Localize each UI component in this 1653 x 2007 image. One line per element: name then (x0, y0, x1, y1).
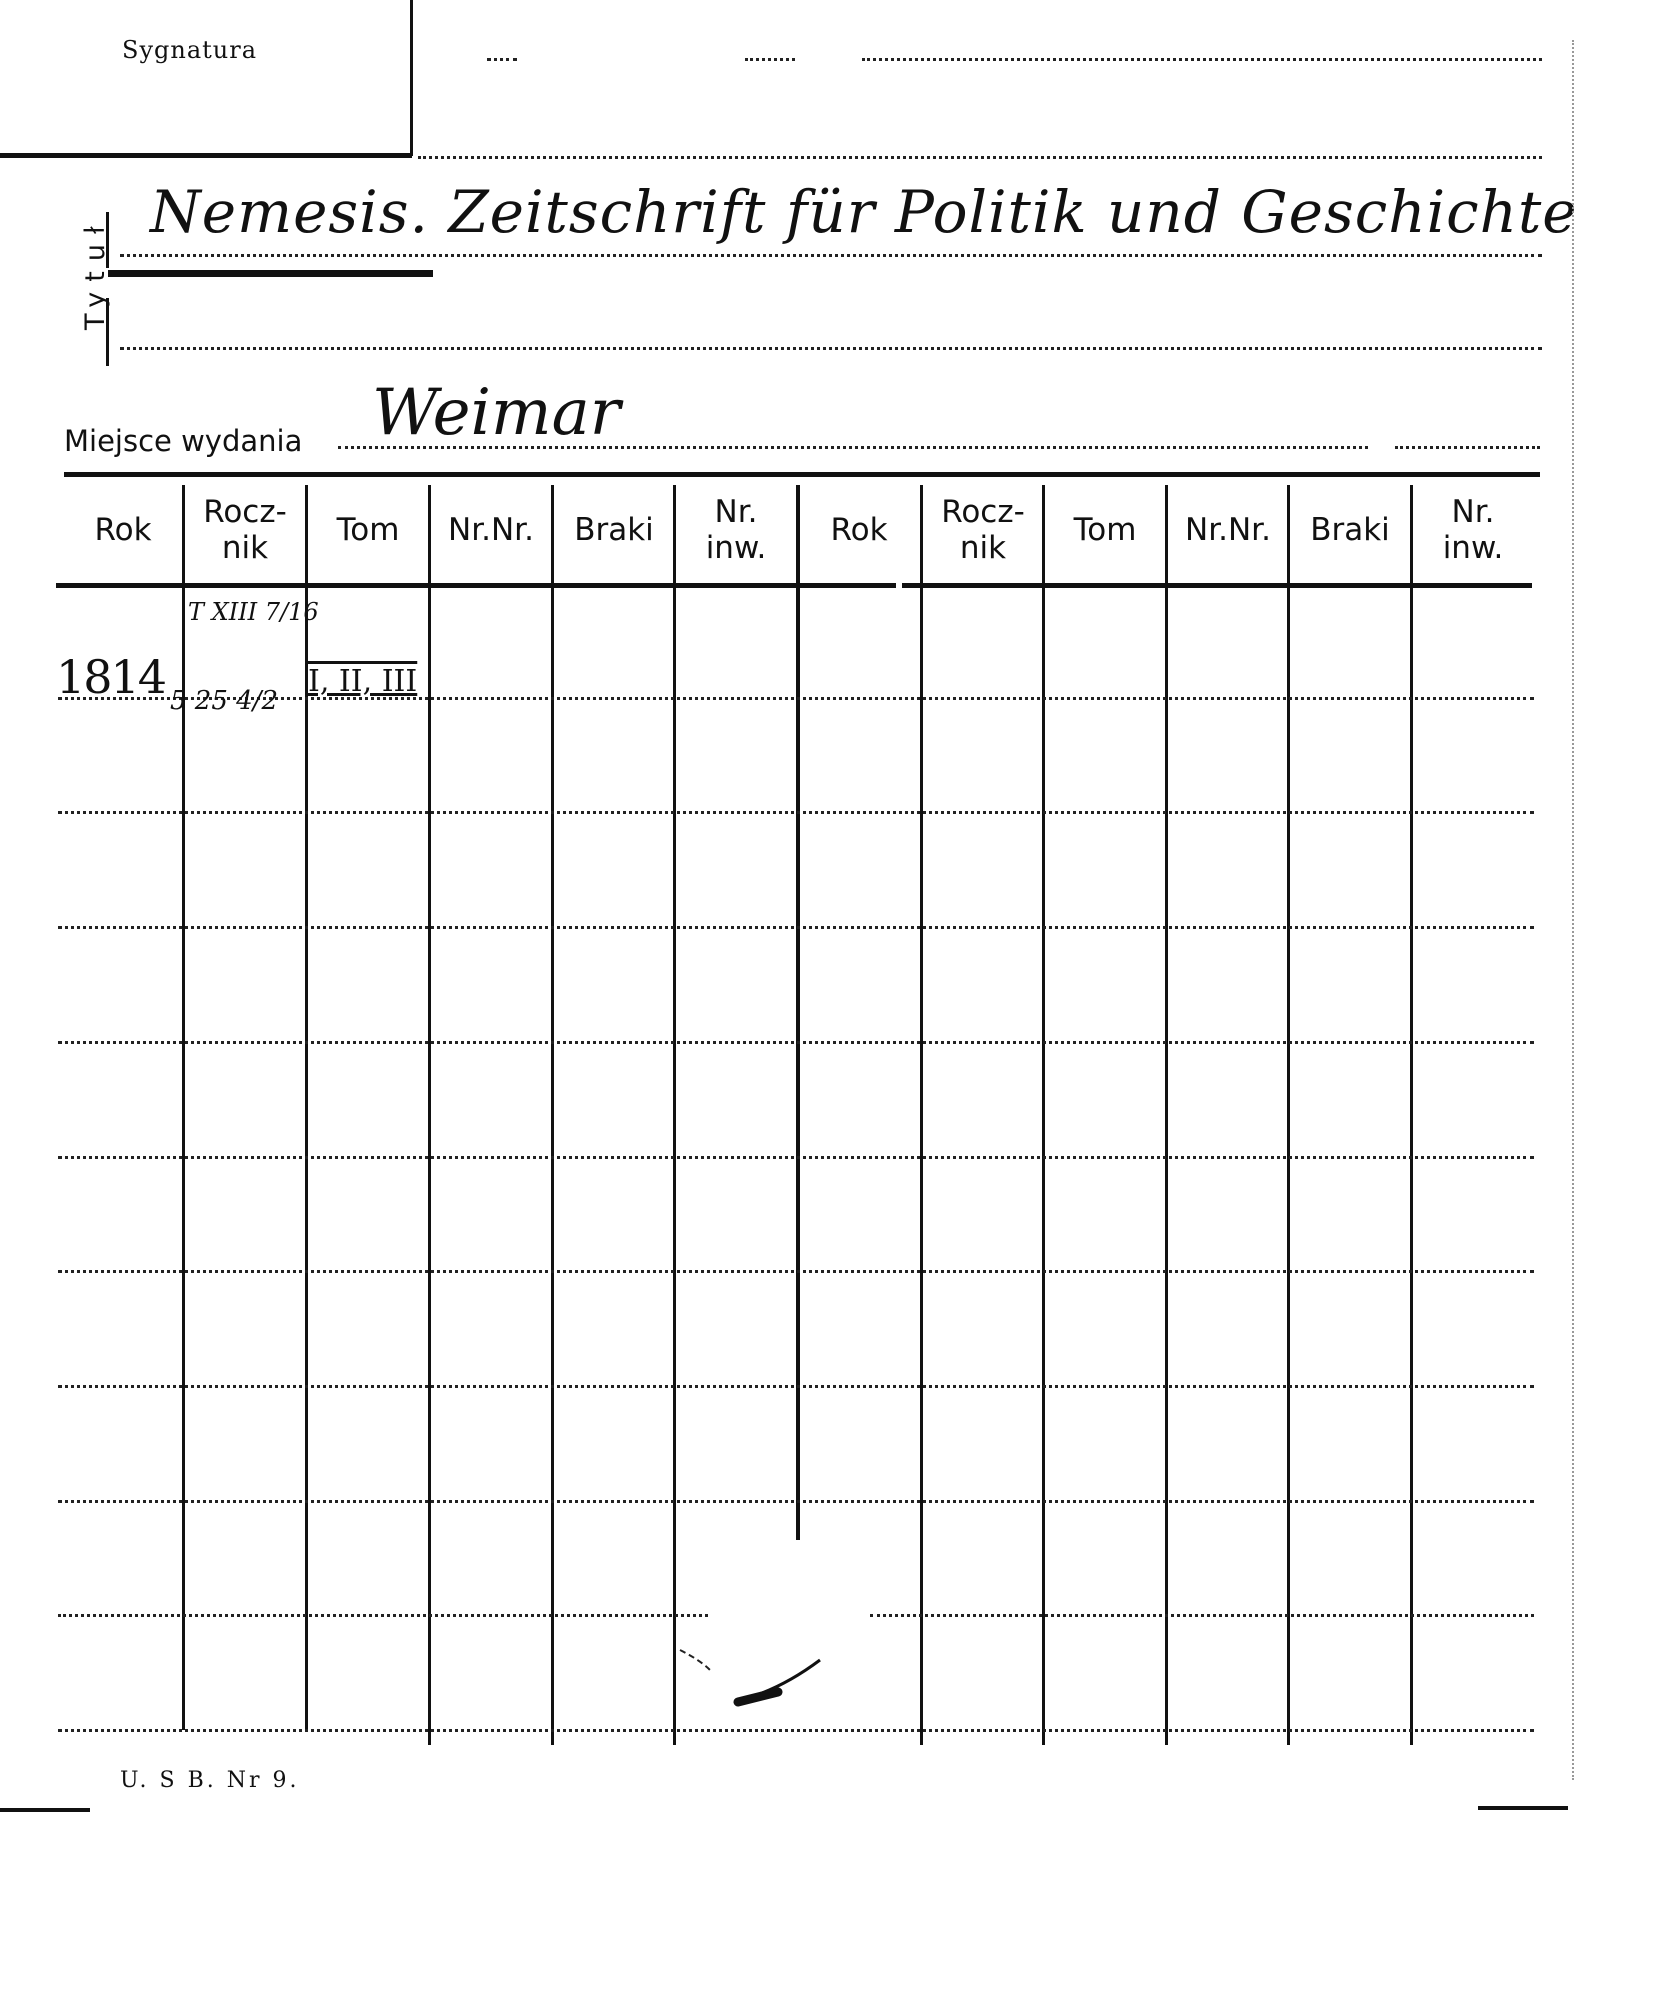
signature-box-right-border (410, 0, 413, 156)
row-dotted-line (58, 1156, 1534, 1159)
signature-label: Sygnatura (122, 36, 258, 64)
row-dotted-line (870, 1614, 1534, 1617)
row-dotted-line (58, 1614, 708, 1617)
title-underline-thick (108, 270, 433, 277)
top-dotted-line (487, 58, 517, 61)
column-header-tom: Tom (336, 512, 400, 548)
top-dotted-line (745, 58, 795, 61)
column-header-rocznik: Rocz- nik (203, 494, 287, 566)
column-header-rocznik: Rocz- nik (941, 494, 1025, 566)
place-label: Miejsce wydania (64, 424, 303, 458)
column-header-rok: Rok (94, 512, 152, 548)
top-dotted-line (418, 156, 1542, 159)
column-header-nrnr: Nr.Nr. (1185, 512, 1271, 548)
title-dotted-line (120, 347, 1542, 350)
row-dotted-line (58, 926, 1534, 929)
row-dotted-line (58, 697, 1534, 700)
entry-rok: 1814 (56, 650, 166, 704)
place-dotted-line (1395, 446, 1540, 449)
bottom-edge-line (0, 1808, 90, 1812)
column-divider (920, 485, 923, 1745)
column-header-braki: Braki (1310, 512, 1390, 548)
ink-mark (670, 1630, 870, 1730)
column-divider (1410, 485, 1413, 1745)
column-divider (182, 485, 185, 1730)
column-header-tom: Tom (1073, 512, 1137, 548)
bottom-edge-line (1478, 1806, 1568, 1810)
column-header-nrnr: Nr.Nr. (448, 512, 534, 548)
footer-form-number: U. S B. Nr 9. (120, 1768, 300, 1793)
column-header-nr-inw: Nr. inw. (1442, 494, 1504, 566)
row-dotted-line (58, 1500, 1534, 1503)
right-edge-marks (1572, 40, 1574, 1780)
top-dotted-line (862, 58, 1542, 61)
column-header-nr-inw: Nr. inw. (705, 494, 767, 566)
row-dotted-line (58, 1270, 1534, 1273)
place-handwritten: Weimar (372, 376, 621, 450)
title-dotted-line (120, 254, 1542, 257)
row-dotted-line (58, 1041, 1534, 1044)
table-top-rule (64, 472, 1540, 477)
column-divider (1042, 485, 1045, 1745)
signature-box-bottom-border (0, 153, 412, 158)
center-divider (796, 485, 800, 1540)
column-divider (551, 485, 554, 1745)
row-dotted-line (58, 1385, 1534, 1388)
row-dotted-line (58, 811, 1534, 814)
title-label: Tytuł (80, 216, 111, 330)
column-header-rok: Rok (830, 512, 888, 548)
entry-rocznik-top: T XIII 7/16 (188, 598, 319, 626)
title-handwritten: Nemesis. Zeitschrift für Politik und Geschichte (150, 178, 1578, 246)
entry-tom: I, II, III (308, 664, 418, 699)
column-header-braki: Braki (574, 512, 654, 548)
title-bracket (106, 298, 109, 366)
entry-rocznik-bottom: 5 25 4/2 (170, 686, 278, 716)
column-divider (1287, 485, 1290, 1745)
column-divider (428, 485, 431, 1745)
table-header-rule (902, 583, 1532, 588)
title-bracket (106, 212, 109, 268)
column-divider (1165, 485, 1168, 1745)
column-divider (673, 485, 676, 1745)
